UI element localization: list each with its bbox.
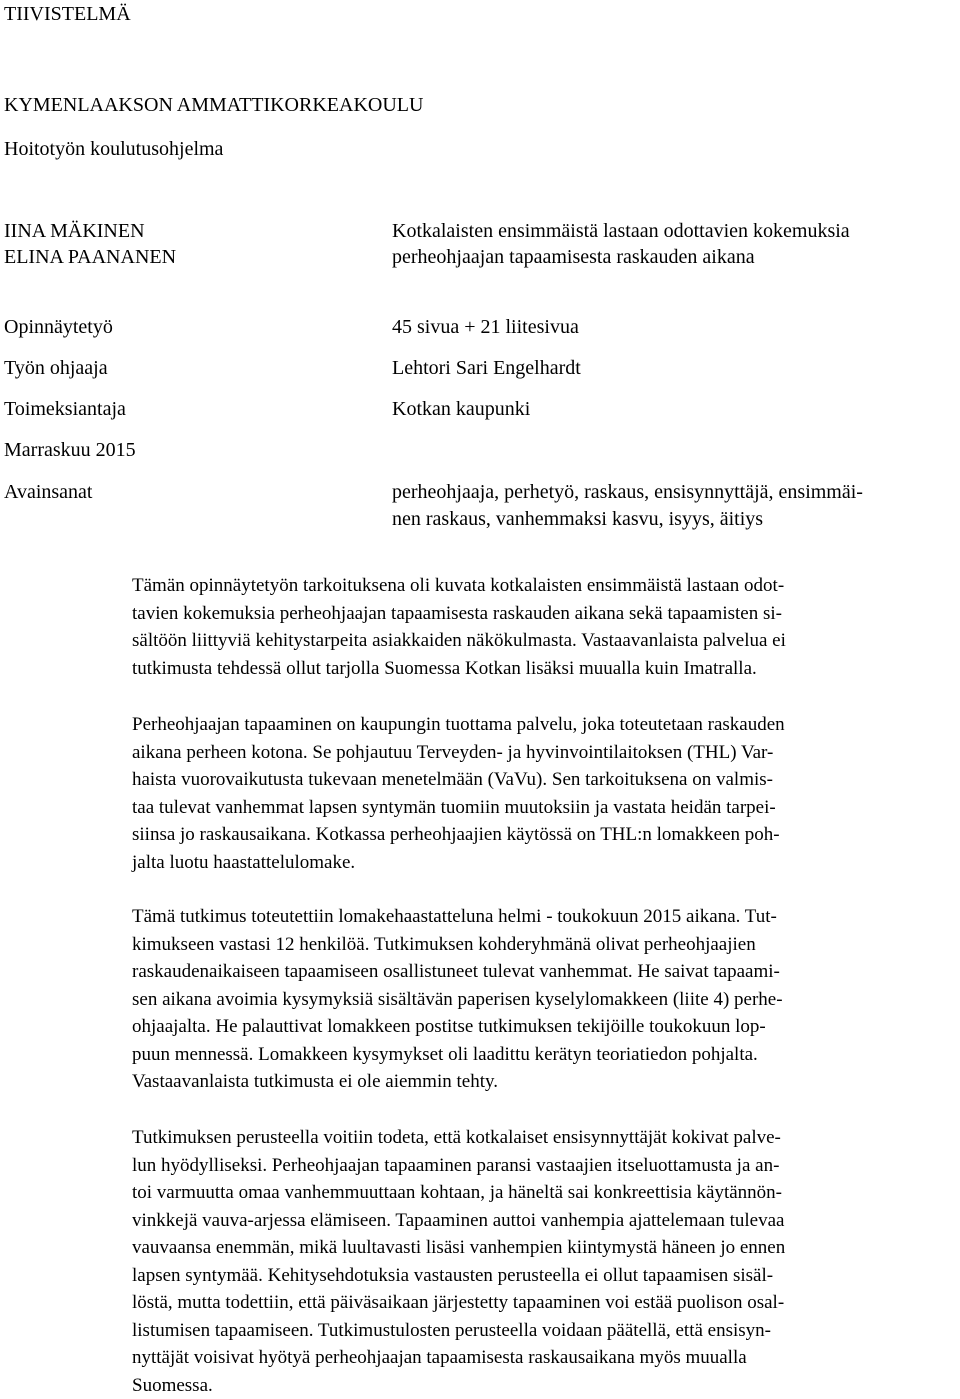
meta-value-supervisor: Lehtori Sari Engelhardt: [392, 358, 581, 378]
text-line: puun mennessä. Lomakkeen kysymykset oli laadittu kerätyn teoriatiedon pohjalta.: [132, 1041, 954, 1069]
thesis-title: perheohjaajan tapaamisesta raskauden aikana: [392, 247, 755, 267]
thesis-title: Kotkalaisten ensimmäistä lastaan odottavien kokemuksia: [392, 221, 850, 241]
meta-label-supervisor: Työn ohjaaja: [4, 358, 108, 378]
text-line: vinkkejä vauva-arjessa elämiseen. Tapaaminen auttoi vanhempia ajattelemaan tulevaa: [132, 1207, 954, 1235]
abstract-paragraph-3: [132, 903, 954, 1096]
text-line: Suomessa.: [132, 1372, 954, 1399]
text-line: haista vuorovaikutusta tukevaan menetelmään (VaVu). Sen tarkoituksena on valmis-: [132, 766, 954, 794]
abstract-paragraph-1: [132, 572, 954, 682]
text-line: löstä, mutta todettiin, että päiväsaikaan järjestetty tapaaminen voi estää puolison osal-: [132, 1289, 954, 1317]
abstract-paragraph-4: [132, 1124, 954, 1399]
meta-label-thesis: Opinnäytetyö: [4, 317, 113, 337]
text-line: Vastaavanlaista tutkimusta ei ole aiemmin tehty.: [132, 1068, 954, 1096]
text-line: sen aikana avoimia kysymyksiä sisältävän paperisen kyselylomakkeen (liite 4) perhe-: [132, 986, 954, 1014]
text-line: Tutkimuksen perusteella voitiin todeta, että kotkalaiset ensisynnyttäjät kokivat palve-: [132, 1124, 954, 1152]
text-line: Tämä tutkimus toteutettiin lomakehaastatteluna helmi - toukokuun 2015 aikana. Tut-: [132, 903, 954, 931]
text-line: ohjaajalta. He palauttivat lomakkeen postitse tutkimuksen tekijöille toukokuun lop-: [132, 1013, 954, 1041]
text-line: Perheohjaajan tapaaminen on kaupungin tuottama palvelu, joka toteutetaan raskauden: [132, 711, 954, 739]
text-line: vauvaansa enemmän, mikä luultavasti lisäsi vanhempien kiintymystä häneen jo ennen: [132, 1234, 954, 1262]
keywords-line: nen raskaus, vanhemmaksi kasvu, isyys, äitiys: [392, 509, 763, 529]
meta-value-commissioner: Kotkan kaupunki: [392, 399, 530, 419]
text-line: sältöön liittyviä kehitystarpeita asiakkaiden näkökulmasta. Vastaavanlaista palvelua ei: [132, 627, 954, 655]
text-line: jalta luotu haastattelulomake.: [132, 849, 954, 877]
text-line: aikana perheen kotona. Se pohjautuu Terveyden- ja hyvinvointilaitoksen (THL) Var-: [132, 739, 954, 767]
text-line: tavien kokemuksia perheohjaajan tapaamisesta raskauden aikana sekä tapaamisten si-: [132, 600, 954, 628]
text-line: tutkimusta tehdessä ollut tarjolla Suomessa Kotkan lisäksi muualla kuin Imatralla.: [132, 655, 954, 683]
text-line: toi varmuutta omaa vanhemmuuttaan kohtaan, ja häneltä sai konkreettisia käytännön-: [132, 1179, 954, 1207]
abstract-paragraph-2: [132, 711, 954, 876]
keywords-line: perheohjaaja, perhetyö, raskaus, ensisynnyttäjä, ensimmäi-: [392, 482, 863, 502]
meta-value-pages: 45 sivua + 21 liitesivua: [392, 317, 579, 337]
text-line: listumisen tapaamiseen. Tutkimustulosten perusteella voidaan päätellä, että ensisyn-: [132, 1317, 954, 1345]
text-line: siinsa jo raskausaikana. Kotkassa perheohjaajien käytössä on THL:n lomakkeen poh-: [132, 821, 954, 849]
author-name: ELINA PAANANEN: [4, 247, 176, 267]
meta-label-commissioner: Toimeksiantaja: [4, 399, 126, 419]
text-line: lapsen syntymää. Kehitysehdotuksia vastausten perusteella ei ollut tapaamisen sisäl-: [132, 1262, 954, 1290]
meta-date: Marraskuu 2015: [4, 440, 136, 460]
text-line: taa tulevat vanhemmat lapsen syntymän tuomiin muutoksiin ja vastata heidän tarpei-: [132, 794, 954, 822]
keywords-label: Avainsanat: [4, 482, 93, 502]
text-line: lun hyödylliseksi. Perheohjaajan tapaaminen paransi vastaajien itseluottamusta ja an-: [132, 1152, 954, 1180]
author-name: IINA MÄKINEN: [4, 221, 145, 241]
school-name: KYMENLAAKSON AMMATTIKORKEAKOULU: [4, 95, 423, 115]
page-title: TIIVISTELMÄ: [4, 4, 131, 24]
text-line: kimukseen vastasi 12 henkilöä. Tutkimuksen kohderyhmänä olivat perheohjaajien: [132, 931, 954, 959]
text-line: raskaudenaikaiseen tapaamiseen osallistuneet tulevat vanhemmat. He saivat tapaami-: [132, 958, 954, 986]
text-line: nyttäjät voisivat hyötyä perheohjaajan tapaamisesta raskausaikana myös muualla: [132, 1344, 954, 1372]
degree-programme: Hoitotyön koulutusohjelma: [4, 139, 223, 159]
text-line: Tämän opinnäytetyön tarkoituksena oli kuvata kotkalaisten ensimmäistä lastaan odot-: [132, 572, 954, 600]
